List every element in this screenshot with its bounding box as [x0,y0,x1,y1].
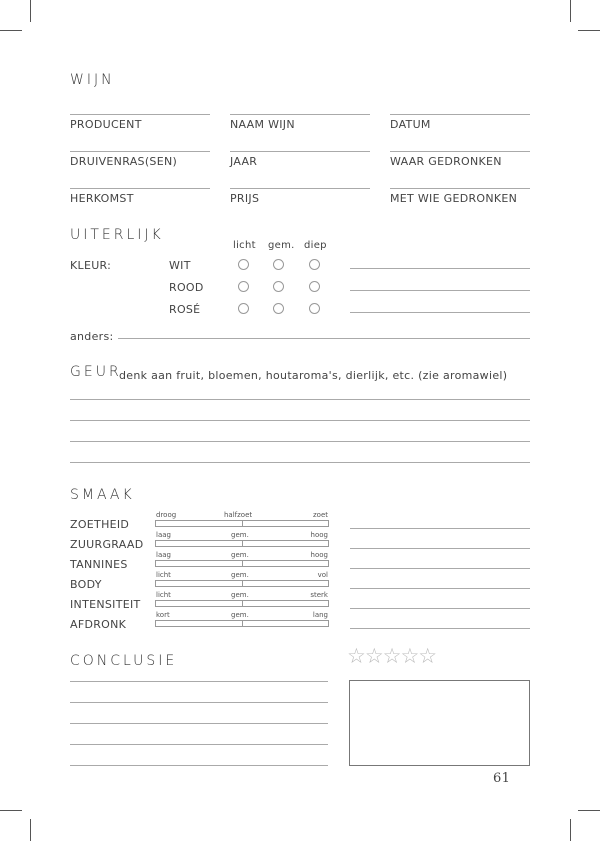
radio-rose-gem[interactable] [273,303,284,314]
smaak-label-intensiteit: INTENSITEIT [70,598,141,611]
section-title-uiterlijk: UITERLIJK [70,227,164,243]
scale-high: hoog [310,551,328,559]
scale-mid: gem. [231,571,249,579]
geur-line[interactable] [70,420,530,421]
crop-mark [570,0,571,22]
section-title-geur: GEUR [70,364,122,380]
scale-high: sterk [310,591,328,599]
scale-mid: gem. [231,551,249,559]
star-rating[interactable]: ☆☆☆☆☆ [347,644,437,668]
scale-low: laag [156,551,171,559]
color-option-wit: WIT [169,259,191,272]
scale-bar-body[interactable] [155,580,329,587]
section-title-conclusie: CONCLUSIE [70,653,178,669]
field-label-producent: PRODUCENT [70,118,142,131]
anders-line[interactable] [118,338,530,339]
conclusie-line[interactable] [70,681,328,682]
scale-low: droog [156,511,177,519]
field-line [70,114,210,115]
radio-wit-gem[interactable] [273,259,284,270]
field-line [70,151,210,152]
conclusie-box[interactable] [349,680,530,766]
intensity-header-licht: licht [233,240,256,251]
field-label-waar-gedronken: WAAR GEDRONKEN [390,155,502,168]
scale-bar-afdronk[interactable] [155,620,329,627]
smaak-note-line[interactable] [350,548,530,549]
field-line [390,151,530,152]
conclusie-line[interactable] [70,702,328,703]
geur-line[interactable] [70,399,530,400]
radio-rose-diep[interactable] [309,303,320,314]
field-label-herkomst: HERKOMST [70,192,134,205]
crop-mark [0,30,22,31]
smaak-label-zoetheid: ZOETHEID [70,518,130,531]
field-label-met-wie-gedronken: MET WIE GEDRONKEN [390,192,518,205]
radio-wit-licht[interactable] [238,259,249,270]
crop-mark [0,810,22,811]
field-label-druivenras: DRUIVENRAS(SEN) [70,155,178,168]
smaak-note-line[interactable] [350,528,530,529]
note-line[interactable] [350,312,530,313]
intensity-header-diep: diep [304,240,327,251]
scale-mid: halfzoet [224,511,253,519]
field-label-prijs: PRIJS [230,192,260,205]
crop-mark [30,819,31,841]
scale-low: kort [156,611,170,619]
section-title-wijn: WIJN [70,72,115,88]
crop-mark [578,30,600,31]
scale-low: licht [156,571,171,579]
scale-low: laag [156,531,171,539]
field-line [390,114,530,115]
radio-rood-licht[interactable] [238,281,249,292]
smaak-note-line[interactable] [350,568,530,569]
scale-bar-tannines[interactable] [155,560,329,567]
scale-mid: gem. [231,611,249,619]
field-line [70,188,210,189]
radio-rood-diep[interactable] [309,281,320,292]
crop-mark [570,819,571,841]
scale-mid: gem. [231,531,249,539]
field-label-naam-wijn: NAAM WIJN [230,118,295,131]
radio-rose-licht[interactable] [238,303,249,314]
field-line [390,188,530,189]
smaak-label-afdronk: AFDRONK [70,618,127,631]
scale-high: zoet [312,511,328,519]
note-line[interactable] [350,268,530,269]
scale-mid: gem. [231,591,249,599]
page-number: 61 [493,771,511,786]
smaak-label-tannines: TANNINES [70,558,128,571]
scale-high: vol [317,571,328,579]
field-line [230,151,370,152]
smaak-label-zuurgraad: ZUURGRAAD [70,538,144,551]
note-line[interactable] [350,290,530,291]
scale-bar-intensiteit[interactable] [155,600,329,607]
geur-line[interactable] [70,462,530,463]
color-option-rood: ROOD [169,281,204,294]
conclusie-line[interactable] [70,723,328,724]
radio-rood-gem[interactable] [273,281,284,292]
geur-hint: denk aan fruit, bloemen, houtaroma's, dierlijk, etc. (zie aromawiel) [119,369,508,382]
color-option-rose: ROSÉ [169,303,201,316]
scale-high: hoog [310,531,328,539]
geur-line[interactable] [70,441,530,442]
smaak-note-line[interactable] [350,588,530,589]
smaak-label-body: BODY [70,578,102,591]
field-label-jaar: JAAR [230,155,258,168]
scale-bar-zoetheid[interactable] [155,520,329,527]
intensity-header-gem: gem. [268,240,295,251]
scale-low: licht [156,591,171,599]
crop-mark [578,810,600,811]
conclusie-line[interactable] [70,744,328,745]
smaak-note-line[interactable] [350,608,530,609]
scale-bar-zuurgraad[interactable] [155,540,329,547]
conclusie-line[interactable] [70,765,328,766]
smaak-note-line[interactable] [350,628,530,629]
scale-high: lang [312,611,328,619]
radio-wit-diep[interactable] [309,259,320,270]
kleur-label: KLEUR: [70,259,112,272]
field-line [230,114,370,115]
crop-mark [30,0,31,22]
anders-label: anders: [70,330,114,343]
field-line [230,188,370,189]
field-label-datum: DATUM [390,118,431,131]
section-title-smaak: SMAAK [70,487,135,503]
